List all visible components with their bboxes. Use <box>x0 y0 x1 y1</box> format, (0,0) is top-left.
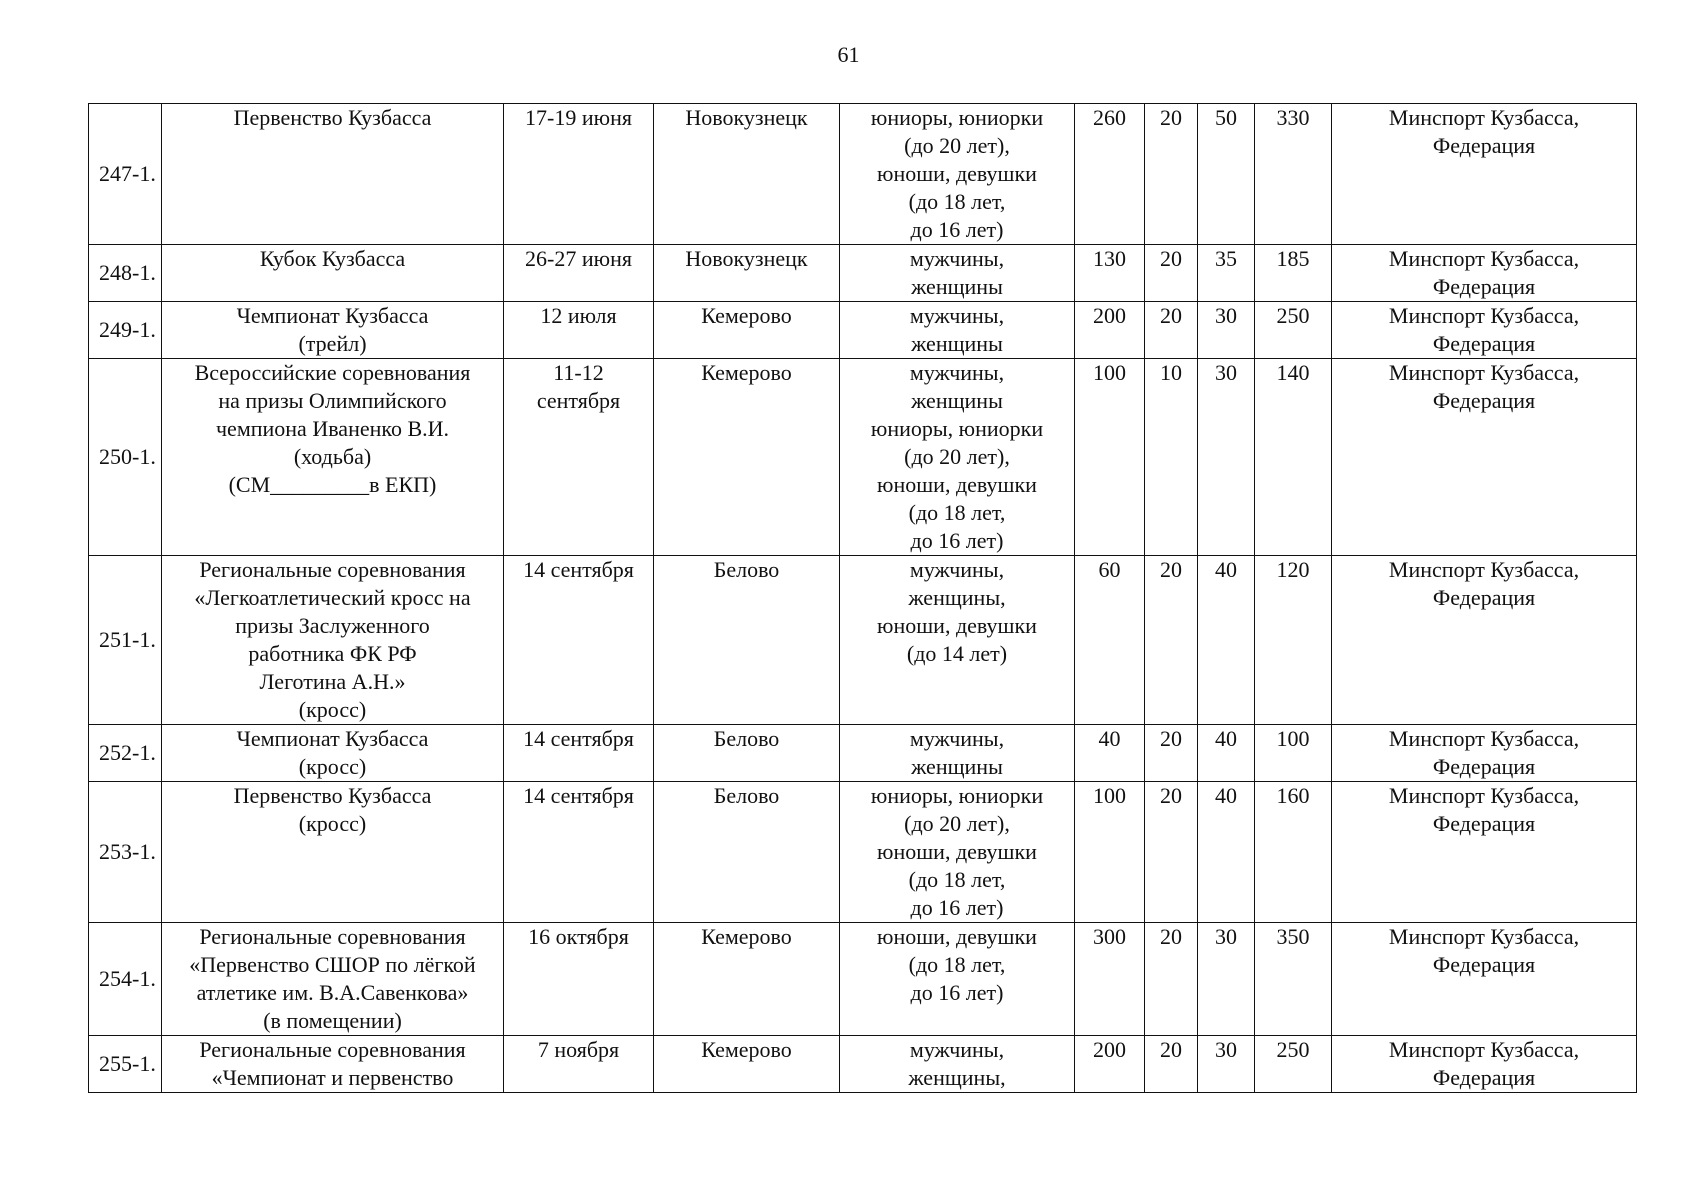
organizers <box>1332 104 1637 245</box>
event-name-line: (СМ_________в ЕКП) <box>228 472 437 497</box>
row-number: 251-1. <box>89 556 162 725</box>
count-total: 160 <box>1255 782 1332 923</box>
event-city: Кемерово <box>654 1036 840 1093</box>
event-name-line: «Чемпионат и первенство <box>211 1065 454 1090</box>
participant-groups-line: мужчины, <box>909 726 1005 751</box>
event-name <box>162 302 504 359</box>
event-date <box>504 1036 654 1093</box>
event-city: Новокузнецк <box>654 104 840 245</box>
event-name-line: Всероссийские соревнования <box>194 360 471 385</box>
count-3: 30 <box>1198 1036 1255 1093</box>
count-3: 40 <box>1198 556 1255 725</box>
event-name-line: работника ФК РФ <box>248 641 417 666</box>
participant-groups-line: до 16 лет) <box>910 528 1004 553</box>
participant-groups-line: (до 18 лет, <box>908 189 1006 214</box>
event-name-line: (ходьба) <box>293 444 372 469</box>
event-date-line: 14 сентября <box>523 726 634 751</box>
organizers-line: Федерация <box>1432 1065 1536 1090</box>
table-row <box>89 302 1637 359</box>
participant-groups-line: женщины <box>911 388 1003 413</box>
event-date <box>504 302 654 359</box>
table-row <box>89 359 1637 556</box>
participant-groups-line: женщины <box>911 754 1003 779</box>
count-1: 300 <box>1075 923 1145 1036</box>
organizers-line: Минспорт Кузбасса, <box>1388 557 1580 582</box>
organizers-line: Федерация <box>1432 952 1536 977</box>
event-name-line: «Первенство СШОР по лёгкой <box>189 952 476 977</box>
event-city: Белово <box>654 725 840 782</box>
participant-groups-line: (до 18 лет, <box>908 952 1006 977</box>
event-date <box>504 725 654 782</box>
participant-groups-line: юноши, девушки <box>877 924 1037 949</box>
count-1: 200 <box>1075 1036 1145 1093</box>
table-row <box>89 725 1637 782</box>
count-3: 30 <box>1198 302 1255 359</box>
organizers-line: Минспорт Кузбасса, <box>1388 360 1580 385</box>
event-name-line: чемпиона Иваненко В.И. <box>215 416 450 441</box>
organizers-line: Минспорт Кузбасса, <box>1388 1037 1580 1062</box>
organizers-line: Федерация <box>1432 331 1536 356</box>
count-1: 60 <box>1075 556 1145 725</box>
participant-groups-line: (до 18 лет, <box>908 500 1006 525</box>
organizers <box>1332 556 1637 725</box>
participant-groups <box>840 359 1075 556</box>
event-date-line: 12 июля <box>540 303 617 328</box>
count-3: 50 <box>1198 104 1255 245</box>
organizers-line: Федерация <box>1432 388 1536 413</box>
count-total: 250 <box>1255 302 1332 359</box>
event-date-line: 17-19 июня <box>525 105 632 130</box>
participant-groups-line: женщины <box>911 331 1003 356</box>
row-number: 252-1. <box>89 725 162 782</box>
participant-groups <box>840 302 1075 359</box>
count-2: 20 <box>1145 725 1198 782</box>
count-2: 20 <box>1145 302 1198 359</box>
count-3: 40 <box>1198 725 1255 782</box>
participant-groups <box>840 245 1075 302</box>
event-city: Белово <box>654 556 840 725</box>
count-total: 350 <box>1255 923 1332 1036</box>
participant-groups-line: (до 20 лет), <box>904 133 1010 158</box>
event-name-line: Региональные соревнования <box>199 924 466 949</box>
count-1: 200 <box>1075 302 1145 359</box>
row-number: 249-1. <box>89 302 162 359</box>
event-name-line: Чемпионат Кузбасса <box>236 726 429 751</box>
count-1: 40 <box>1075 725 1145 782</box>
event-name-line: на призы Олимпийского <box>218 388 447 413</box>
organizers <box>1332 1036 1637 1093</box>
organizers-line: Федерация <box>1432 754 1536 779</box>
event-date-line: 26-27 июня <box>525 246 632 271</box>
participant-groups <box>840 923 1075 1036</box>
organizers <box>1332 725 1637 782</box>
event-date <box>504 104 654 245</box>
organizers-line: Федерация <box>1432 133 1536 158</box>
count-total: 330 <box>1255 104 1332 245</box>
event-city: Кемерово <box>654 923 840 1036</box>
row-number: 254-1. <box>89 923 162 1036</box>
participant-groups-line: женщины, <box>908 585 1006 610</box>
participant-groups-line: женщины <box>911 274 1003 299</box>
event-date <box>504 245 654 302</box>
count-2: 20 <box>1145 1036 1198 1093</box>
count-2: 20 <box>1145 245 1198 302</box>
participant-groups-line: (до 20 лет), <box>904 811 1010 836</box>
event-name <box>162 245 504 302</box>
row-number: 255-1. <box>89 1036 162 1093</box>
organizers-line: Минспорт Кузбасса, <box>1388 246 1580 271</box>
count-1: 130 <box>1075 245 1145 302</box>
count-2: 10 <box>1145 359 1198 556</box>
count-total: 250 <box>1255 1036 1332 1093</box>
count-2: 20 <box>1145 923 1198 1036</box>
count-2: 20 <box>1145 556 1198 725</box>
events-table-body <box>89 104 1637 1093</box>
organizers <box>1332 245 1637 302</box>
row-number: 247-1. <box>89 104 162 245</box>
count-2: 20 <box>1145 782 1198 923</box>
organizers-line: Федерация <box>1432 274 1536 299</box>
event-name-line: (кросс) <box>298 811 367 836</box>
participant-groups-line: (до 20 лет), <box>904 444 1010 469</box>
table-row <box>89 104 1637 245</box>
organizers-line: Федерация <box>1432 585 1536 610</box>
participant-groups-line: мужчины, <box>909 360 1005 385</box>
count-1: 100 <box>1075 782 1145 923</box>
event-name <box>162 556 504 725</box>
participant-groups-line: мужчины, <box>909 246 1005 271</box>
event-name <box>162 359 504 556</box>
row-number: 250-1. <box>89 359 162 556</box>
event-name-line: (кросс) <box>298 697 367 722</box>
event-date-line: сентября <box>536 388 621 413</box>
event-name-line: (трейл) <box>298 331 367 356</box>
count-total: 140 <box>1255 359 1332 556</box>
event-name-line: Леготина А.Н.» <box>259 669 406 694</box>
count-1: 260 <box>1075 104 1145 245</box>
count-total: 120 <box>1255 556 1332 725</box>
participant-groups-line: юниоры, юниорки <box>870 783 1044 808</box>
event-name-line: Региональные соревнования <box>199 1037 466 1062</box>
event-name <box>162 782 504 923</box>
organizers <box>1332 782 1637 923</box>
organizers-line: Минспорт Кузбасса, <box>1388 303 1580 328</box>
count-2: 20 <box>1145 104 1198 245</box>
table-row <box>89 923 1637 1036</box>
row-number: 253-1. <box>89 782 162 923</box>
participant-groups-line: (до 14 лет) <box>906 641 1008 666</box>
event-date <box>504 782 654 923</box>
event-name-line: Первенство Кузбасса <box>233 783 432 808</box>
event-city: Кемерово <box>654 359 840 556</box>
participant-groups-line: юноши, девушки <box>877 839 1037 864</box>
count-1: 100 <box>1075 359 1145 556</box>
count-3: 40 <box>1198 782 1255 923</box>
table-row <box>89 556 1637 725</box>
event-name-line: атлетике им. В.А.Савенкова» <box>196 980 469 1005</box>
participant-groups-line: юниоры, юниорки <box>870 105 1044 130</box>
event-name-line: Чемпионат Кузбасса <box>236 303 429 328</box>
events-table <box>88 103 1637 1093</box>
event-city: Белово <box>654 782 840 923</box>
table-row <box>89 782 1637 923</box>
event-date-line: 11-12 <box>553 360 604 385</box>
event-date-line: 16 октября <box>528 924 629 949</box>
event-name-line: (в помещении) <box>263 1008 402 1033</box>
participant-groups-line: до 16 лет) <box>910 980 1004 1005</box>
count-total: 100 <box>1255 725 1332 782</box>
participant-groups-line: мужчины, <box>909 1037 1005 1062</box>
page-number: 61 <box>837 42 860 67</box>
organizers <box>1332 302 1637 359</box>
organizers-line: Минспорт Кузбасса, <box>1388 783 1580 808</box>
event-name-line: призы Заслуженного <box>235 613 430 638</box>
event-city: Кемерово <box>654 302 840 359</box>
event-name <box>162 1036 504 1093</box>
participant-groups <box>840 725 1075 782</box>
event-date-line: 14 сентября <box>523 783 634 808</box>
event-date <box>504 556 654 725</box>
participant-groups-line: юниоры, юниорки <box>870 416 1044 441</box>
table-row <box>89 245 1637 302</box>
organizers-line: Минспорт Кузбасса, <box>1388 105 1580 130</box>
participant-groups <box>840 556 1075 725</box>
organizers-line: Минспорт Кузбасса, <box>1388 924 1580 949</box>
event-date <box>504 923 654 1036</box>
participant-groups-line: до 16 лет) <box>910 895 1004 920</box>
organizers <box>1332 923 1637 1036</box>
participant-groups-line: (до 18 лет, <box>908 867 1006 892</box>
organizers-line: Федерация <box>1432 811 1536 836</box>
event-name-line: Первенство Кузбасса <box>233 105 432 130</box>
row-number: 248-1. <box>89 245 162 302</box>
count-3: 30 <box>1198 359 1255 556</box>
participant-groups-line: юноши, девушки <box>877 613 1037 638</box>
event-date <box>504 359 654 556</box>
participant-groups <box>840 782 1075 923</box>
event-date-line: 7 ноября <box>537 1037 620 1062</box>
event-name <box>162 725 504 782</box>
event-date-line: 14 сентября <box>523 557 634 582</box>
event-name-line: Кубок Кузбасса <box>259 246 406 271</box>
count-3: 30 <box>1198 923 1255 1036</box>
participant-groups <box>840 104 1075 245</box>
participant-groups-line: женщины, <box>908 1065 1006 1090</box>
table-row <box>89 1036 1637 1093</box>
event-name <box>162 104 504 245</box>
event-name-line: (кросс) <box>298 754 367 779</box>
participant-groups-line: мужчины, <box>909 303 1005 328</box>
event-name-line: Региональные соревнования <box>199 557 466 582</box>
event-name-line: «Легкоатлетический кросс на <box>194 585 471 610</box>
count-total: 185 <box>1255 245 1332 302</box>
count-3: 35 <box>1198 245 1255 302</box>
participant-groups-line: юноши, девушки <box>877 472 1037 497</box>
organizers-line: Минспорт Кузбасса, <box>1388 726 1580 751</box>
event-city: Новокузнецк <box>654 245 840 302</box>
participant-groups <box>840 1036 1075 1093</box>
participant-groups-line: юноши, девушки <box>877 161 1037 186</box>
participant-groups-line: до 16 лет) <box>910 217 1004 242</box>
organizers <box>1332 359 1637 556</box>
participant-groups-line: мужчины, <box>909 557 1005 582</box>
event-name <box>162 923 504 1036</box>
